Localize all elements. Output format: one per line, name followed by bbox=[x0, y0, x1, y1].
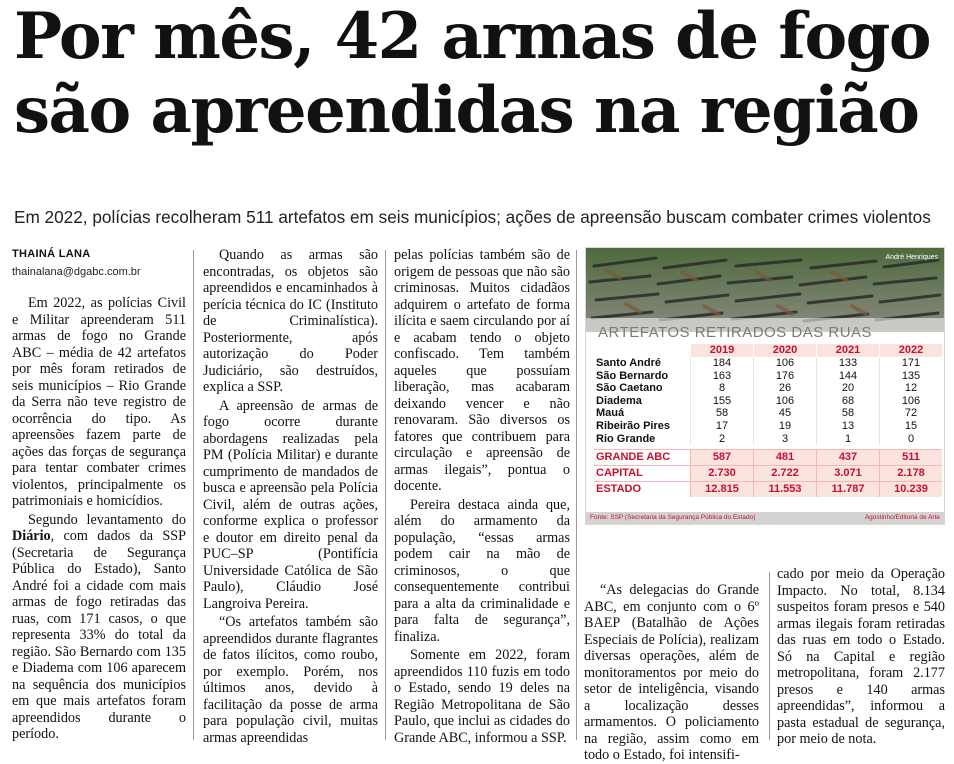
weapons-photo bbox=[586, 248, 944, 332]
cell: 135 bbox=[880, 370, 943, 383]
cell: 13 bbox=[817, 420, 880, 433]
article-column-2 bbox=[203, 247, 378, 746]
cell: 58 bbox=[691, 407, 754, 420]
year-header: 2019 bbox=[691, 344, 754, 357]
cell: 155 bbox=[691, 395, 754, 408]
paragraph-text: Segundo levantamento do bbox=[28, 511, 186, 528]
photo-credit: André Henriques bbox=[885, 254, 938, 261]
headline-line-2: são apreendidas na região bbox=[14, 73, 919, 148]
paragraph bbox=[12, 512, 186, 743]
cell: 2.722 bbox=[754, 466, 817, 482]
city-name: São Caetano bbox=[596, 382, 663, 395]
subheadline: Em 2022, polícias recolheram 511 artefatos em seis municípios; ações de apreensão buscam combater crimes violentos bbox=[14, 207, 931, 227]
total-row bbox=[594, 466, 942, 482]
cell: 68 bbox=[817, 395, 880, 408]
paragraph: Em 2022, as polícias Civil e Militar apreenderam 511 armas de fogo no Grande ABC – média de 42 artefatos por mês foram retirados de seis municípios – Rio Grande da Serra não teve registro de ocorrência do tipo. As apreensões fazem parte de ações das forças de segurança para tentar combater crimes violentos, principalmente os patrimoniais e homicídios. bbox=[12, 295, 186, 509]
cell: 176 bbox=[754, 370, 817, 383]
total-row bbox=[594, 482, 942, 498]
city-name: Diadema bbox=[596, 394, 642, 407]
cell: 171 bbox=[880, 357, 943, 370]
cell: 133 bbox=[817, 357, 880, 370]
cell: 19 bbox=[754, 420, 817, 433]
article-column-5 bbox=[777, 566, 945, 748]
newspaper-name: Diário bbox=[12, 528, 51, 544]
table-header-row bbox=[594, 344, 942, 357]
year-header: 2021 bbox=[817, 344, 880, 357]
cell: 3 bbox=[754, 433, 817, 446]
cell: 1 bbox=[817, 433, 880, 446]
paragraph: cado por meio da Operação Impacto. No total, 8.134 suspeitos foram presos e 540 armas ilegais foram retiradas das ruas em todo o Estado. Só na Capital e região metropolitana, foram 2.177 presos e 140 armas apreendidas”, informou a pasta estadual de segurança, por meio de nota. bbox=[777, 566, 945, 747]
cell: 15 bbox=[880, 420, 943, 433]
cell: 12.815 bbox=[691, 482, 754, 498]
headline bbox=[14, 0, 944, 148]
table-row bbox=[594, 382, 942, 395]
paragraph: “As delegacias do Grande ABC, em conjunto com o 6º BAEP (Batalhão de Ações Especiais de Polícia), realizam diversas operações, além de monitoramentos por meio do setor de inteligência, visando a localização desses armamentos. O policiamento na região, assim como em todo o Estado, foi intensifi- bbox=[584, 582, 759, 763]
article-column-1 bbox=[12, 295, 186, 743]
table-row bbox=[594, 407, 942, 420]
cell: 106 bbox=[754, 357, 817, 370]
city-name: Ribeirão Pires bbox=[596, 420, 670, 433]
cell: 26 bbox=[754, 382, 817, 395]
article-column-4 bbox=[584, 582, 759, 764]
headline-line-1: Por mês, 42 armas de fogo bbox=[14, 0, 931, 74]
year-header: 2022 bbox=[880, 344, 943, 357]
column-divider bbox=[193, 250, 194, 740]
cell: 511 bbox=[880, 450, 943, 466]
total-label: CAPITAL bbox=[594, 466, 691, 482]
art-credit: Agostinho/Editoria de Arte bbox=[864, 514, 940, 521]
cell: 587 bbox=[691, 450, 754, 466]
paragraph-text: , com dados da SSP (Secretaria de Segurança Pública do Estado), Santo André foi a cidade com mais armas de fogo retiradas das ruas, com 171 casos, o que representa 33% do total da região. São Bernardo com 135 e Diadema com 106 aparecem na sequência dos municípios em que mais artefatos foram apreendidos durante o período. bbox=[12, 528, 186, 742]
cell: 3.071 bbox=[817, 466, 880, 482]
paragraph: A apreensão de armas de fogo ocorre durante abordagens realizadas pela PM (Polícia Militar) e durante cumprimento de mandados de busca e apreensão pela Polícia Civil, além de outras ações, conforme explica o professor e doutor em direito penal da PUC–SP (Pontifícia Universidade Católica de São Paulo), Cláudio José Langroiva Pereira. bbox=[203, 397, 378, 612]
paragraph: pelas polícias também são de origem de pessoas que não são criminosas. Muitos cidadãos adquirem o artefato de forma ilícita e saem circulando por aí e acabam tendo o objeto confiscado. Tem também aqueles que possuíam liberação, mas acabaram deixando vencer e não renovaram. São diversos os fatores que contribuem para circulação e apreensão de armas ilegais”, pontua o docente. bbox=[394, 247, 570, 494]
cell: 8 bbox=[691, 382, 754, 395]
city-name: Santo André bbox=[596, 357, 661, 370]
cell: 45 bbox=[754, 407, 817, 420]
paragraph: Pereira destaca ainda que, além do armamento da população, “essas armas podem cair na mão de criminosos, o que consequentemente contribui para a alta da criminalidade e para falta de segurança”, finaliza. bbox=[394, 496, 570, 645]
paragraph: Quando as armas são encontradas, os objetos são apreendidos e encaminhados à perícia técnica do IC (Instituto de Criminalística). Posteriormente, após autorização do Poder Judiciário, são destruídos, explica a SSP. bbox=[203, 247, 378, 395]
table-row bbox=[594, 357, 942, 370]
table-row bbox=[594, 370, 942, 383]
cell: 11.553 bbox=[754, 482, 817, 498]
cell: 437 bbox=[817, 450, 880, 466]
table-row bbox=[594, 420, 942, 433]
cell: 2 bbox=[691, 433, 754, 446]
source-bar bbox=[586, 512, 944, 524]
cell: 144 bbox=[817, 370, 880, 383]
city-name: São Bernardo bbox=[596, 369, 669, 382]
year-header: 2020 bbox=[754, 344, 817, 357]
infographic-title: ARTEFATOS RETIRADOS DAS RUAS bbox=[598, 324, 873, 341]
byline-email[interactable]: thainalana@dgabc.com.br bbox=[12, 266, 141, 278]
cell: 17 bbox=[691, 420, 754, 433]
cell: 0 bbox=[880, 433, 943, 446]
cell: 481 bbox=[754, 450, 817, 466]
cell: 2.178 bbox=[880, 466, 943, 482]
city-name: Rio Grande bbox=[596, 432, 656, 445]
infographic bbox=[585, 247, 945, 525]
total-label: GRANDE ABC bbox=[594, 450, 691, 466]
article-column-3 bbox=[394, 247, 570, 746]
cell: 20 bbox=[817, 382, 880, 395]
source-note: Fonte: SSP (Secretaria da Segurança Pública do Estado) bbox=[590, 514, 756, 521]
cell: 11.787 bbox=[817, 482, 880, 498]
cell: 72 bbox=[880, 407, 943, 420]
paragraph: Somente em 2022, foram apreendidos 110 fuzis em todo o Estado, sendo 19 deles na Região Metropolitana de São Paulo, que inclui as cidades do Grande ABC, informou a SSP. bbox=[394, 647, 570, 746]
table-row bbox=[594, 395, 942, 408]
header-spacer bbox=[594, 344, 691, 357]
cell: 12 bbox=[880, 382, 943, 395]
cell: 106 bbox=[754, 395, 817, 408]
column-divider bbox=[385, 250, 386, 740]
total-row bbox=[594, 450, 942, 466]
byline-author: THAINÁ LANA bbox=[12, 248, 91, 260]
seizures-table bbox=[594, 344, 942, 497]
city-name: Mauá bbox=[596, 407, 625, 420]
table-row bbox=[594, 433, 942, 446]
cell: 10.239 bbox=[880, 482, 943, 498]
cell: 163 bbox=[691, 370, 754, 383]
column-divider bbox=[769, 572, 770, 740]
total-label: ESTADO bbox=[594, 482, 691, 498]
cell: 2.730 bbox=[691, 466, 754, 482]
paragraph: “Os artefatos também são apreendidos durante flagrantes de fatos ilícitos, como roubo, por exemplo. Porém, nos últimos anos, devido à facilitação da posse de arma para população civil, muitas armas apreendidas bbox=[203, 614, 378, 746]
cell: 58 bbox=[817, 407, 880, 420]
cell: 106 bbox=[880, 395, 943, 408]
column-divider bbox=[576, 250, 577, 740]
cell: 184 bbox=[691, 357, 754, 370]
